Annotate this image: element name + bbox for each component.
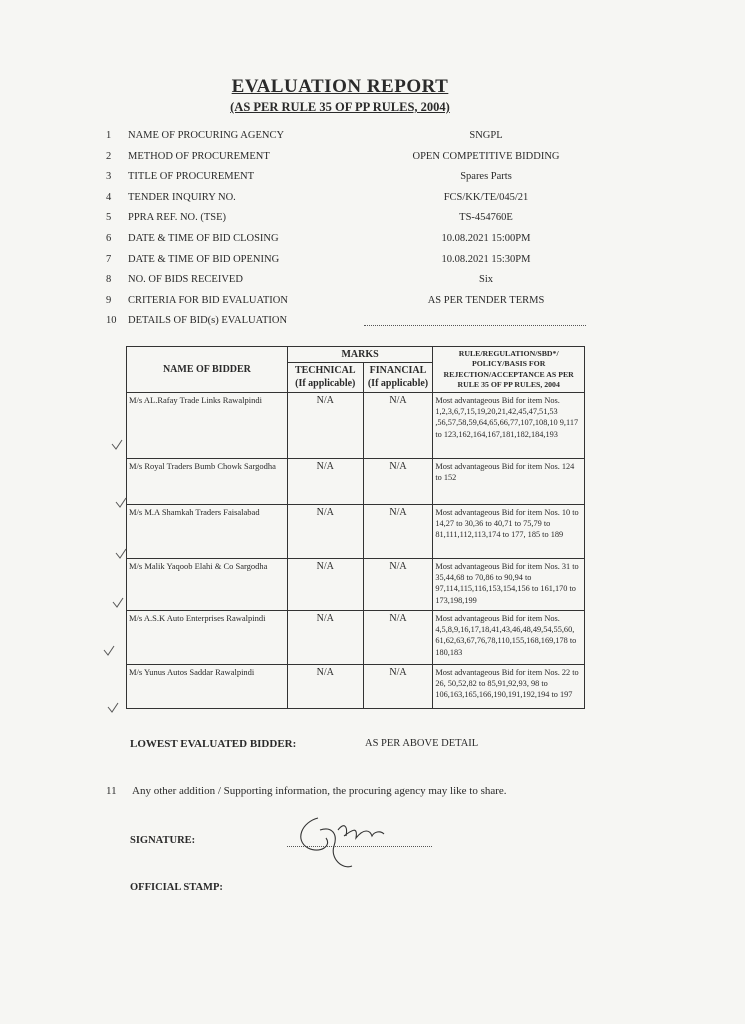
check-mark-icon xyxy=(113,598,123,607)
evaluation-basis: Most advantageous Bid for item Nos. 31 to 35,44,68 to 70,86 to 90,94 to 97,114,115,116,153,154,156 to 161,170 to 173,198,199 xyxy=(433,559,585,611)
info-label: PPRA REF. NO. (TSE) xyxy=(128,212,227,224)
header-rule: RULE/REGULATION/SBD*/ POLICY/BASIS FOR REJECTION/ACCEPTANCE AS PER RULE 35 OF PP RULES, 2004 xyxy=(433,347,585,393)
lowest-bidder-label: LOWEST EVALUATED BIDDER: xyxy=(130,738,297,750)
info-row xyxy=(106,254,606,275)
info-value: OPEN COMPETITIVE BIDDING xyxy=(412,150,560,162)
info-num: 2 xyxy=(106,150,112,162)
check-mark-icon xyxy=(112,440,122,449)
info-num: 3 xyxy=(106,171,112,183)
table-row xyxy=(127,459,585,505)
check-mark-icon xyxy=(116,549,126,558)
technical-mark: N/A xyxy=(287,611,363,665)
bidder-name: M/s Royal Traders Bumb Chowk Sargodha xyxy=(127,459,288,505)
header-marks: MARKS xyxy=(287,347,432,363)
financial-mark: N/A xyxy=(363,611,433,665)
table-row xyxy=(127,559,585,611)
info-label: NO. OF BIDS RECEIVED xyxy=(128,274,243,286)
info-num: 5 xyxy=(106,212,112,224)
info-row xyxy=(106,171,606,192)
bidder-name: M/s Yunus Autos Saddar Rawalpindi xyxy=(127,665,288,709)
table-row xyxy=(127,393,585,459)
check-marks xyxy=(0,0,140,730)
info-row xyxy=(106,151,606,172)
official-stamp-label: OFFICIAL STAMP: xyxy=(130,882,223,893)
info-num: 6 xyxy=(106,232,112,244)
info-label: DATE & TIME OF BID OPENING xyxy=(128,253,280,265)
signature-label: SIGNATURE: xyxy=(130,835,196,846)
technical-mark: N/A xyxy=(287,505,363,559)
bidder-name: M/s AL.Rafay Trade Links Rawalpindi xyxy=(127,393,288,459)
lowest-bidder-value: AS PER ABOVE DETAIL xyxy=(365,738,479,749)
info-label: DATE & TIME OF BID CLOSING xyxy=(128,232,279,244)
info-row xyxy=(106,295,606,316)
info-num: 10 xyxy=(106,315,117,327)
info-num: 7 xyxy=(106,253,112,265)
financial-mark: N/A xyxy=(363,505,433,559)
financial-mark: N/A xyxy=(363,665,433,709)
info-row xyxy=(106,233,606,254)
header-financial: FINANCIAL (If applicable) xyxy=(363,363,433,393)
info-row xyxy=(106,130,606,151)
bidder-name: M/s Malik Yaqoob Elahi & Co Sargodha xyxy=(127,559,288,611)
bidder-name: M/s A.S.K Auto Enterprises Rawalpindi xyxy=(127,611,288,665)
evaluation-basis: Most advantageous Bid for item Nos. 10 to 14,27 to 30,36 to 40,71 to 75,79 to 81,111,112,113,174 to 177, 185 to 189 xyxy=(433,505,585,559)
info-row xyxy=(106,315,606,336)
evaluation-basis: Most advantageous Bid for item Nos. 124 to 152 xyxy=(433,459,585,505)
info-label: TITLE OF PROCUREMENT xyxy=(128,171,254,183)
report-title: EVALUATION REPORT xyxy=(231,76,449,97)
info-num: 4 xyxy=(106,191,112,203)
financial-mark: N/A xyxy=(363,393,433,459)
info-num: 9 xyxy=(106,294,112,306)
info-value: TS-454760E xyxy=(459,212,513,224)
info-value: 10.08.2021 15:00PM xyxy=(441,232,531,244)
handwritten-signature-icon xyxy=(280,800,400,880)
evaluation-basis: Most advantageous Bid for item Nos. 22 to 26, 50,52,82 to 85,91,92,93, 98 to 106,163,165,166,190,191,192,194 to 197 xyxy=(433,665,585,709)
technical-mark: N/A xyxy=(287,559,363,611)
info-label: NAME OF PROCURING AGENCY xyxy=(128,130,285,141)
header-technical: TECHNICAL (If applicable) xyxy=(287,363,363,393)
dotted-line xyxy=(364,321,586,326)
evaluation-basis: Most advantageous Bid for item Nos. 4,5,8,9,16,17,18,41,43,46,48,49,54,55,60, 61,62,63,67,76,78,110,155,168,169,178 to 180,183 xyxy=(433,611,585,665)
info-label: TENDER INQUIRY NO. xyxy=(128,191,236,203)
info-list xyxy=(106,130,606,336)
technical-mark: N/A xyxy=(287,459,363,505)
check-mark-icon xyxy=(104,646,114,655)
item-11-text: Any other addition / Supporting information, the procuring agency may like to share. xyxy=(132,785,507,797)
header-bidder: NAME OF BIDDER xyxy=(127,347,288,393)
info-value: AS PER TENDER TERMS xyxy=(427,294,545,306)
check-mark-icon xyxy=(108,703,118,712)
check-mark-icon xyxy=(116,498,126,507)
table-row xyxy=(127,611,585,665)
info-num: 8 xyxy=(106,274,112,286)
item-11-num: 11 xyxy=(106,785,117,797)
evaluation-table xyxy=(126,346,585,709)
info-value: FCS/KK/TE/045/21 xyxy=(443,191,529,203)
financial-mark: N/A xyxy=(363,459,433,505)
financial-mark: N/A xyxy=(363,559,433,611)
technical-mark: N/A xyxy=(287,393,363,459)
info-row xyxy=(106,274,606,295)
table-row xyxy=(127,505,585,559)
report-subtitle: (AS PER RULE 35 OF PP RULES, 2004) xyxy=(230,100,450,114)
info-value: Spares Parts xyxy=(460,171,512,183)
info-label: DETAILS OF BID(s) EVALUATION xyxy=(128,315,288,327)
table-row xyxy=(127,665,585,709)
info-label: CRITERIA FOR BID EVALUATION xyxy=(128,294,288,306)
evaluation-basis: Most advantageous Bid for item Nos. 1,2,3,6,7,15,19,20,21,42,45,47,51,53 ,56,57,58,59,64,65,66,77,107,108,10 9,117 to 123,162,164,167,181,182,184,193 xyxy=(433,393,585,459)
bidder-name: M/s M.A Shamkah Traders Faisalabad xyxy=(127,505,288,559)
info-row xyxy=(106,192,606,213)
info-value: Six xyxy=(478,274,493,286)
info-row xyxy=(106,212,606,233)
info-num: 1 xyxy=(106,130,112,141)
info-label: METHOD OF PROCUREMENT xyxy=(128,150,270,162)
info-value: SNGPL xyxy=(469,130,503,141)
technical-mark: N/A xyxy=(287,665,363,709)
info-value: 10.08.2021 15:30PM xyxy=(441,253,531,265)
